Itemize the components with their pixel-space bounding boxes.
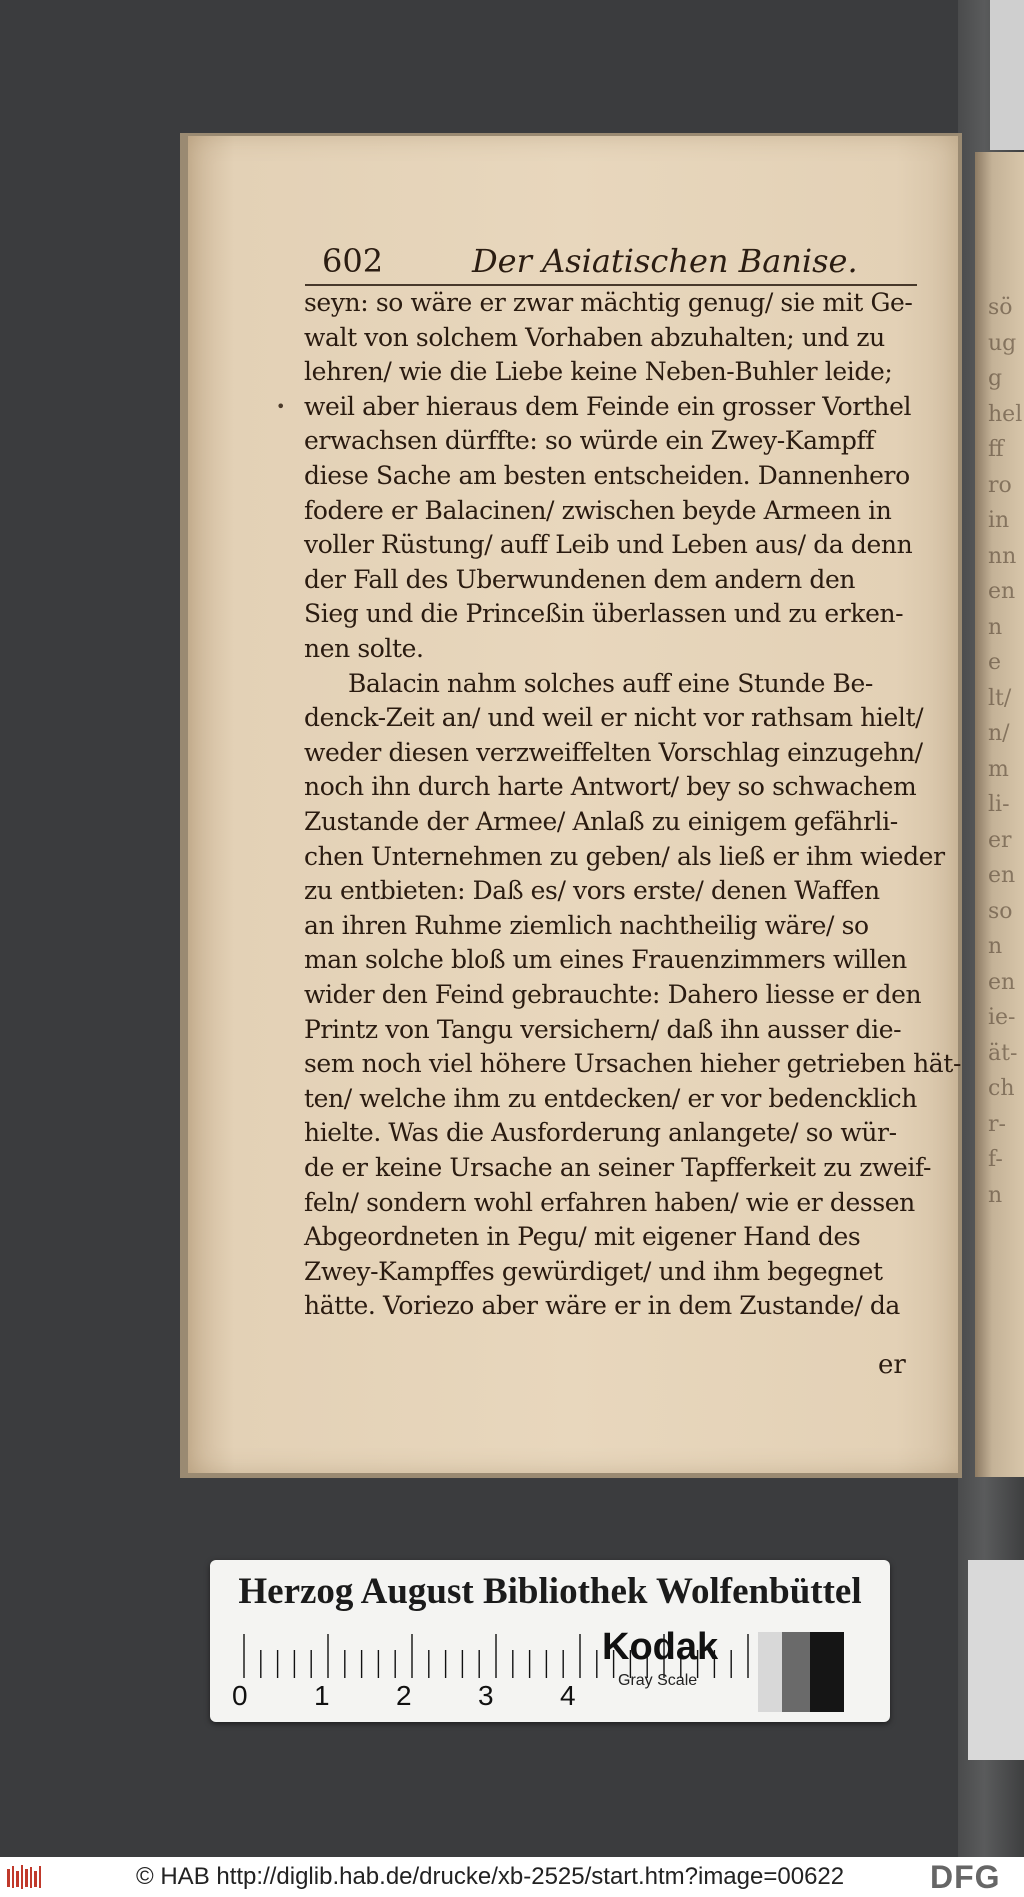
neighbor-fragment: ug bbox=[988, 330, 1017, 356]
neighbor-fragment: n bbox=[988, 934, 1003, 959]
text-line: seyn: so wäre er zwar mächtig genug/ sie mit Ge- bbox=[304, 288, 913, 317]
text-line: Zustande der Armee/ Anlaß zu einigem gefährli- bbox=[304, 807, 898, 836]
text-line: voller Rüstung/ auff Leib und Leben aus/ da denn bbox=[304, 530, 913, 560]
margin-mark: • bbox=[276, 397, 286, 416]
gray-patch-light bbox=[758, 1632, 782, 1712]
ruler-number: 4 bbox=[560, 1680, 576, 1711]
neighbor-fragment: lt/ bbox=[988, 685, 1012, 711]
ruler-number: 1 bbox=[314, 1680, 330, 1711]
text-line: nen solte. bbox=[304, 634, 424, 663]
neighbor-fragment: en bbox=[988, 579, 1016, 604]
neighbor-fragment: ät- bbox=[988, 1040, 1018, 1066]
text-line: man solche bloß um eines Frauenzimmers willen bbox=[304, 945, 907, 975]
footer-source-link[interactable]: © HAB http://diglib.hab.de/drucke/xb-2525/start.htm?image=00622 bbox=[136, 1863, 845, 1890]
page-header bbox=[322, 242, 922, 282]
neighbor-fragment: ch bbox=[988, 1076, 1015, 1101]
ruler-number: 0 bbox=[232, 1680, 248, 1711]
text-line: noch ihn durch harte Antwort/ bey so schwachem bbox=[304, 772, 917, 802]
text-line: Printz von Tangu versichern/ daß ihn ausser die- bbox=[304, 1014, 902, 1044]
gray-patch-dark bbox=[810, 1632, 844, 1712]
text-line: fodere er Balacinen/ zwischen beyde Armeen in bbox=[304, 495, 892, 525]
text-line: feln/ sondern wohl erfahren haben/ wie er dessen bbox=[304, 1187, 915, 1217]
running-title: Der Asiatischen Banise. bbox=[472, 242, 858, 280]
text-line: hätte. Voriezo aber wäre er in dem Zustande/ da bbox=[304, 1291, 900, 1321]
kodak-brand: Kodak bbox=[602, 1626, 719, 1668]
scanner-strip-highlight bbox=[990, 0, 1024, 150]
neighbor-fragment: ff bbox=[988, 437, 1004, 462]
neighbor-fragment: m bbox=[988, 756, 1009, 782]
neighbor-fragment: so bbox=[988, 898, 1013, 924]
catchword: er bbox=[878, 1350, 906, 1380]
text-line: Sieg und die Princeßin überlassen und zu erken- bbox=[304, 599, 904, 629]
neighbor-fragment: er bbox=[988, 827, 1012, 853]
text-line: ten/ welche ihm zu entdecken/ er vor bedencklich bbox=[304, 1083, 917, 1113]
text-line: an ihren Ruhme ziemlich nachtheilig wäre/ so bbox=[304, 910, 869, 940]
neighbor-card bbox=[968, 1560, 1024, 1760]
text-line: sem noch viel höhere Ursachen hieher getrieben hät- bbox=[304, 1049, 961, 1079]
text-line: denck-Zeit an/ und weil er nicht vor rathsam hielt/ bbox=[304, 703, 924, 733]
text-line: erwachsen dürffte: so würde ein Zwey-Kampff bbox=[304, 426, 875, 456]
ruler-number: 3 bbox=[478, 1680, 494, 1711]
text-line: der Fall des Uberwundenen dem andern den bbox=[304, 564, 856, 594]
gray-patch-mid bbox=[782, 1632, 810, 1712]
page-number: 602 bbox=[322, 242, 384, 280]
neighbor-fragment: n/ bbox=[988, 721, 1010, 746]
digitization-logo-icon bbox=[6, 1863, 46, 1891]
neighbor-fragment: in bbox=[988, 508, 1010, 533]
text-line: diese Sache am besten entscheiden. Dannenhero bbox=[304, 461, 910, 490]
neighbor-fragment: li- bbox=[988, 792, 1010, 817]
neighbor-fragment: nn bbox=[988, 543, 1017, 569]
text-line: chen Unternehmen zu geben/ als ließ er ihm wieder bbox=[304, 841, 945, 871]
text-line: wider den Feind gebrauchte: Dahero liesse er den bbox=[304, 980, 922, 1009]
neighbor-fragment: n bbox=[988, 614, 1003, 640]
color-reference-card bbox=[210, 1560, 890, 1722]
text-line: de er keine Ursache an seiner Tapfferkeit zu zweif- bbox=[304, 1153, 932, 1182]
text-line: zu entbieten: Daß es/ vors erste/ denen Waffen bbox=[304, 876, 880, 906]
neighbor-fragment: ie- bbox=[988, 1005, 1016, 1030]
neighbor-fragment: en bbox=[988, 969, 1016, 995]
neighbor-fragment: n bbox=[988, 1182, 1003, 1208]
neighbor-fragment: ro bbox=[988, 472, 1012, 498]
neighbor-fragment: sö bbox=[988, 295, 1013, 320]
text-line: Zwey-Kampffes gewürdiget/ und ihm begegnet bbox=[304, 1256, 883, 1286]
dfg-logo: DFG bbox=[930, 1859, 1001, 1895]
neighbor-fragment: r- bbox=[988, 1111, 1006, 1137]
footer-bar bbox=[0, 1857, 1024, 1897]
text-line: lehren/ wie die Liebe keine Neben-Buhler leide; bbox=[304, 357, 893, 387]
neighbor-fragment: e bbox=[988, 650, 1002, 675]
gray-scale-label: Gray Scale bbox=[618, 1672, 698, 1689]
text-line: Abgeordneten in Pegu/ mit eigener Hand des bbox=[304, 1222, 861, 1252]
neighbor-fragment: hel bbox=[988, 401, 1023, 427]
ruler-number: 2 bbox=[396, 1680, 412, 1711]
text-line: walt von solchem Vorhaben abzuhalten; und zu bbox=[304, 322, 885, 352]
text-line: weder diesen verzweiffelten Vorschlag einzugehn/ bbox=[304, 737, 923, 767]
neighbor-page-text bbox=[988, 290, 1024, 1213]
text-line: Balacin nahm solches auff eine Stunde Be- bbox=[348, 668, 873, 698]
ruler-numbers bbox=[232, 1680, 792, 1716]
neighbor-fragment: g bbox=[988, 366, 1003, 391]
neighbor-fragment: f- bbox=[988, 1147, 1003, 1172]
neighbor-fragment: en bbox=[988, 863, 1016, 888]
text-line: hielte. Was die Ausforderung anlangete/ so wür- bbox=[304, 1118, 897, 1148]
card-title: Herzog August Bibliothek Wolfenbüttel bbox=[238, 1571, 862, 1612]
text-line: weil aber hieraus dem Feinde ein grosser Vorthel bbox=[304, 391, 912, 421]
